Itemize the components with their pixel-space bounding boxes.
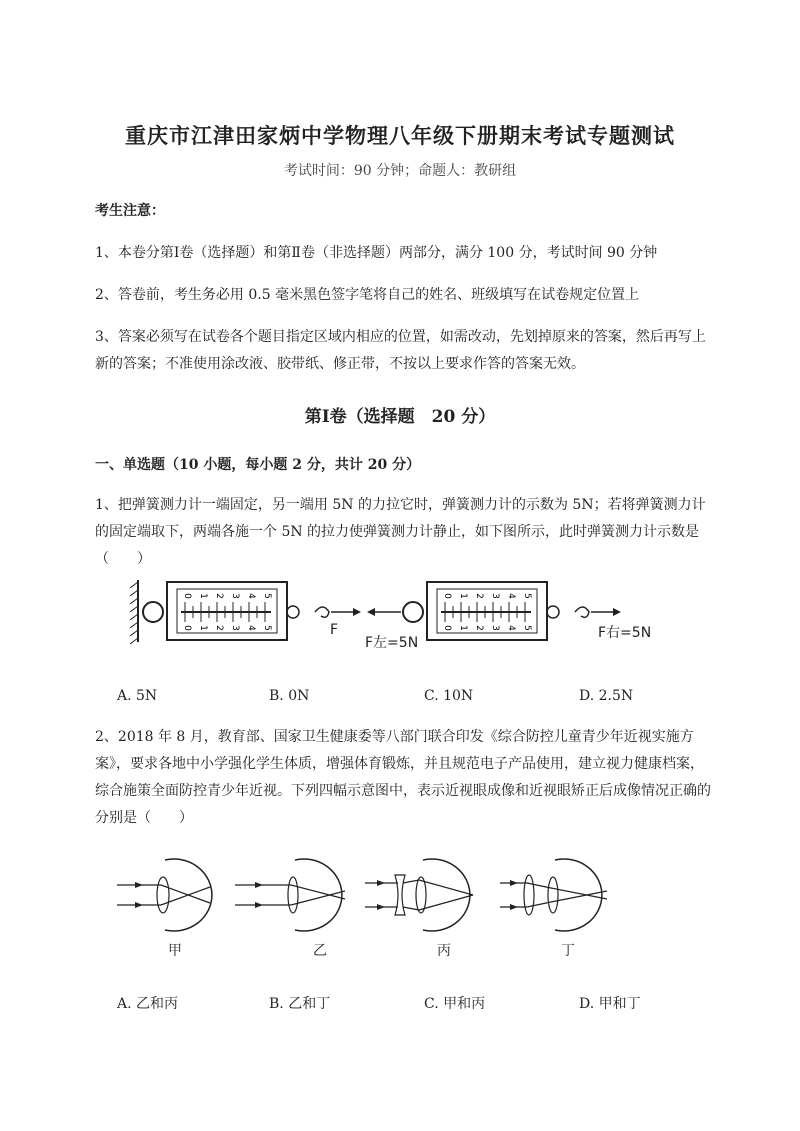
eye-label-bing: 丙	[437, 943, 451, 959]
scale-tick-label: 1	[458, 593, 468, 599]
scale-tick-label: 2	[474, 593, 484, 599]
q1-option-d[interactable]: D. 2.5N	[579, 688, 634, 704]
scale-tick-label: 0	[442, 593, 452, 599]
page-title: 重庆市江津田家炳中学物理八年级下册期末考试专题测试	[125, 123, 675, 148]
q2-option-b[interactable]: B. 乙和丁	[269, 996, 331, 1012]
eye-diagram-bing	[365, 859, 473, 931]
notice-heading: 考生注意：	[95, 203, 165, 219]
question-2-text: 2、2018 年 8 月，教育部、国家卫生健康委等八部门联合印发《综合防控儿童青少年近视实施方案》，要求各地中小学强化学生体质，增强体育锻炼，并且规范电子产品使用，建立视力健康档案，综合施策全面防控青少年近视。下列四幅示意图中，表示近视眼成像和近视眼矫正后成像情况正确的分别是（ ）	[95, 729, 711, 826]
force-label-right: F右=5N	[598, 625, 652, 641]
scale-tick-label: 2	[214, 625, 224, 631]
q1-option-c[interactable]: C. 10N	[424, 688, 474, 704]
scale-tick-label: 0	[182, 625, 192, 631]
q2-option-c[interactable]: C. 甲和丙	[424, 996, 486, 1012]
scale-tick-label: 1	[458, 625, 468, 631]
force-label-f: F	[330, 622, 339, 638]
eye-diagram-figure	[115, 855, 615, 935]
exam-info: 考试时间：90 分钟；命题人：教研组	[283, 163, 517, 179]
notice-item-1: 1、本卷分第Ⅰ卷（选择题）和第Ⅱ卷（非选择题）两部分，满分 100 分，考试时间 90 分钟	[95, 245, 658, 261]
scale-tick-label: 5	[522, 593, 532, 599]
scale-tick-label: 0	[182, 593, 192, 599]
scale-tick-label: 1	[198, 593, 208, 599]
notice-item-2: 2、答卷前，考生务必用 0.5 毫米黑色签字笔将自己的姓名、班级填写在试卷规定位置上	[95, 287, 640, 303]
eye-diagram-yi	[235, 859, 345, 931]
q1-option-b[interactable]: B. 0N	[269, 688, 310, 704]
q2-option-a[interactable]: A. 乙和丙	[117, 996, 179, 1012]
scale-tick-label: 4	[246, 593, 256, 599]
q2-option-d[interactable]: D. 甲和丁	[579, 996, 641, 1012]
scale-tick-label: 0	[442, 625, 452, 631]
scale-tick-label: 5	[522, 625, 532, 631]
eye-diagram-ding	[500, 859, 607, 931]
scale-tick-label: 3	[230, 593, 240, 599]
scale-tick-label: 3	[490, 625, 500, 631]
eye-label-yi: 乙	[313, 943, 327, 959]
question-1-text: 1、把弹簧测力计一端固定，另一端用 5N 的力拉它时，弹簧测力计的示数为 5N；若将弹簧测力计的固定端取下，两端各施一个 5N 的拉力使弹簧测力计静止，如下图所示，此时弹簧测力计示数是（ ）	[95, 497, 706, 567]
section-title: 第Ⅰ卷（选择题 20 分）	[304, 407, 496, 427]
question-2-options	[117, 993, 737, 1015]
scale-tick-label: 2	[214, 593, 224, 599]
scale-tick-label: 4	[246, 625, 256, 631]
scale-tick-label: 5	[262, 593, 272, 599]
scale-tick-label: 5	[262, 625, 272, 631]
force-label-left: F左=5N	[365, 635, 419, 651]
scale-tick-label: 4	[506, 593, 516, 599]
eye-label-jia: 甲	[168, 943, 182, 959]
scale-tick-label: 1	[198, 625, 208, 631]
notice-item-3: 3、答案必须写在试卷各个题目指定区域内相应的位置，如需改动，先划掉原来的答案，然后再写上新的答案；不准使用涂改液、胶带纸、修正带，不按以上要求作答的答案无效。	[95, 329, 706, 372]
part-heading: 一、单选题（10 小题，每小题 2 分，共计 20 分）	[95, 457, 421, 473]
eye-label-ding: 丁	[561, 943, 575, 959]
scale-tick-label: 4	[506, 625, 516, 631]
eye-diagram-jia	[117, 859, 212, 931]
q1-option-a[interactable]: A. 5N	[117, 688, 158, 704]
scale-tick-label: 2	[474, 625, 484, 631]
scale-tick-label: 3	[230, 625, 240, 631]
scale-tick-label: 3	[490, 593, 500, 599]
question-1-options	[117, 688, 737, 710]
